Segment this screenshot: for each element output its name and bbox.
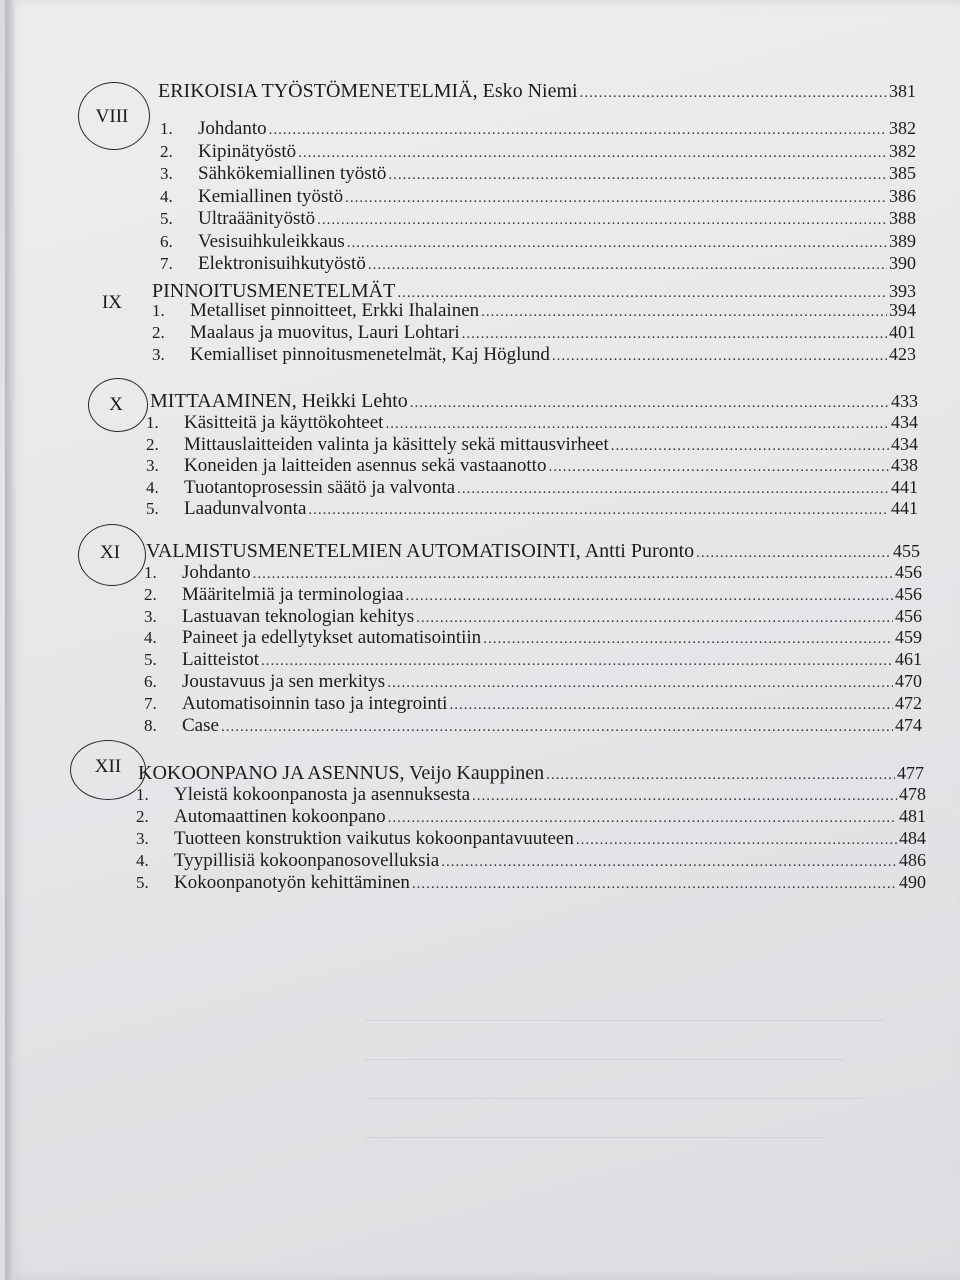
leader-dots <box>269 122 887 139</box>
entry-page: 382 <box>889 118 916 138</box>
leader-dots <box>387 675 893 692</box>
entry-title: Mittauslaitteiden valinta ja käsittely sekä mittausvirheet <box>184 433 609 455</box>
chapter-page: 433 <box>891 391 918 411</box>
entry-title: Kemialliset pinnoitusmenetelmät, Kaj Höglund <box>190 344 550 365</box>
entry-page: 456 <box>895 605 922 626</box>
entry-title: Kipinätyöstö <box>198 140 297 162</box>
entry-title: Case <box>182 714 219 736</box>
entry-page: 461 <box>895 649 922 670</box>
entry-number: 3. <box>144 606 157 626</box>
leader-dots <box>298 145 887 162</box>
entry-page: 388 <box>889 208 916 228</box>
entry-page: 401 <box>889 322 916 342</box>
toc-entry <box>144 627 922 649</box>
toc-entry <box>136 806 926 828</box>
chapter-numeral: XII <box>94 756 122 777</box>
leader-dots <box>481 304 887 321</box>
toc-entry <box>144 649 922 671</box>
toc-entry <box>152 322 916 344</box>
entry-page: 389 <box>889 230 916 251</box>
entry-title: Johdanto <box>198 118 267 139</box>
entry-number: 2. <box>136 807 149 826</box>
entry-title: Lastuavan teknologian kehitys <box>182 605 415 627</box>
page-edge-shadow <box>5 0 15 1280</box>
entry-title: Joustavuus ja sen merkitys <box>182 671 386 692</box>
leader-dots <box>546 767 895 784</box>
toc-entry <box>136 850 926 872</box>
entry-page: 385 <box>889 163 916 183</box>
entry-number: 1. <box>152 301 165 320</box>
entry-page: 459 <box>895 627 922 648</box>
toc-entry <box>160 163 916 185</box>
entry-number: 6. <box>160 231 173 251</box>
leader-dots <box>580 85 887 102</box>
toc-entry <box>144 715 922 737</box>
entry-page: 441 <box>891 476 918 497</box>
leader-dots <box>611 438 889 455</box>
entry-number: 7. <box>144 693 157 713</box>
toc-entry <box>146 477 918 499</box>
entry-page: 390 <box>889 253 916 273</box>
leader-dots <box>253 566 893 583</box>
entry-number: 2. <box>146 434 159 454</box>
entry-page: 423 <box>889 344 916 364</box>
leader-dots <box>345 190 887 207</box>
toc-entry <box>146 498 918 520</box>
entry-page: 434 <box>891 433 918 454</box>
entry-title: Maalaus ja muovitus, Lauri Lohtari <box>190 322 460 343</box>
toc-entry <box>146 412 918 434</box>
chapter-page: 393 <box>889 281 916 301</box>
leader-dots <box>261 653 893 670</box>
chapter-page: 381 <box>889 81 916 101</box>
leader-dots <box>552 348 887 365</box>
entry-title: Paineet ja edellytykset automatisointiin <box>182 627 482 649</box>
entry-title: Yleistä kokoonpanosta ja asennuksesta <box>174 784 471 805</box>
toc-entry <box>160 231 916 253</box>
leader-dots <box>457 481 889 498</box>
leader-dots <box>347 235 887 252</box>
leader-dots <box>308 502 889 519</box>
toc-entry <box>144 584 922 606</box>
entry-page: 382 <box>889 140 916 161</box>
chapter-numeral: VIII <box>95 106 129 127</box>
entry-page: 456 <box>895 562 922 582</box>
leader-dots <box>472 788 897 805</box>
entry-title: Tyypillisiä kokoonpanosovelluksia <box>174 850 440 871</box>
entry-title: Tuotteen konstruktion vaikutus kokoonpantavuuteen <box>174 828 574 849</box>
leader-dots <box>388 167 887 184</box>
entry-title: Kokoonpanotyön kehittäminen <box>174 872 410 893</box>
chapter-title: PINNOITUSMENETELMÄT <box>152 280 396 302</box>
entry-page: 470 <box>895 671 922 691</box>
entry-number: 2. <box>160 141 173 161</box>
chapter-numeral: IX <box>101 292 123 313</box>
entry-page: 474 <box>895 714 922 735</box>
entry-number: 3. <box>136 829 149 848</box>
chapter-heading <box>158 80 916 103</box>
entry-title: Johdanto <box>182 562 251 583</box>
entry-page: 481 <box>899 806 926 826</box>
chapter-page: 477 <box>897 763 924 783</box>
chapter-heading <box>146 540 920 563</box>
leader-dots <box>221 719 893 736</box>
toc-entry <box>160 186 916 208</box>
leader-dots <box>576 832 897 849</box>
toc-entry <box>144 606 922 628</box>
entry-page: 478 <box>899 784 926 804</box>
entry-page: 441 <box>891 498 918 518</box>
entry-page: 486 <box>899 850 926 870</box>
entry-number: 8. <box>144 715 157 735</box>
toc-entry <box>144 693 922 715</box>
entry-number: 5. <box>160 209 173 228</box>
leader-dots <box>385 416 889 433</box>
leader-dots <box>406 588 893 605</box>
entry-number: 7. <box>160 254 173 273</box>
entry-page: 438 <box>891 455 918 475</box>
chapter-numeral: XI <box>99 542 121 563</box>
chapter-title: VALMISTUSMENETELMIEN AUTOMATISOINTI, Antti Puronto <box>146 540 695 562</box>
toc-entry <box>144 562 922 584</box>
entry-number: 4. <box>146 477 159 497</box>
toc-entry <box>160 141 916 163</box>
leader-dots <box>462 326 887 343</box>
entry-number: 3. <box>146 456 159 475</box>
entry-number: 6. <box>144 672 157 691</box>
entry-number: 1. <box>160 119 173 138</box>
toc-entry <box>160 118 916 140</box>
entry-number: 2. <box>144 584 157 604</box>
entry-title: Koneiden ja laitteiden asennus sekä vastaanotto <box>184 455 547 476</box>
leader-dots <box>441 854 897 871</box>
toc-entry <box>152 344 916 366</box>
entry-number: 5. <box>144 650 157 670</box>
entry-title: Kemiallinen työstö <box>198 185 344 207</box>
entry-page: 386 <box>889 185 916 206</box>
chapter-title: MITTAAMINEN, Heikki Lehto <box>150 390 408 412</box>
leader-dots <box>449 697 893 714</box>
toc-entry <box>152 300 916 322</box>
leader-dots <box>388 810 897 827</box>
entry-page: 490 <box>899 872 926 892</box>
entry-page: 434 <box>891 412 918 432</box>
toc-entry <box>160 253 916 275</box>
entry-number: 4. <box>136 851 149 870</box>
leader-dots <box>416 610 893 627</box>
toc-entry <box>146 434 918 456</box>
entry-number: 2. <box>152 323 165 342</box>
toc-entry <box>136 872 926 894</box>
leader-dots <box>696 545 891 562</box>
entry-number: 1. <box>144 563 157 582</box>
leader-dots <box>368 257 887 274</box>
entry-number: 5. <box>146 499 159 518</box>
entry-number: 3. <box>160 164 173 183</box>
leader-dots <box>412 876 897 893</box>
entry-title: Tuotantoprosessin säätö ja valvonta <box>184 476 456 498</box>
chapter-heading <box>150 390 918 413</box>
chapter-heading <box>138 762 924 785</box>
chapter-title: KOKOONPANO JA ASENNUS, Veijo Kauppinen <box>138 762 545 784</box>
entry-number: 1. <box>136 785 149 804</box>
entry-page: 484 <box>899 828 926 848</box>
entry-title: Automatisoinnin taso ja integrointi <box>182 692 448 714</box>
toc-entry <box>146 455 918 477</box>
entry-title: Sähkökemiallinen työstö <box>198 163 387 184</box>
leader-dots <box>548 459 889 476</box>
toc-entry <box>160 208 916 230</box>
entry-page: 456 <box>895 583 922 604</box>
entry-title: Laitteistot <box>182 649 260 671</box>
leader-dots <box>410 395 889 412</box>
toc-entry <box>144 671 922 693</box>
entry-number: 5. <box>136 873 149 892</box>
chapter-page: 455 <box>893 541 920 561</box>
leader-dots <box>483 631 893 648</box>
chapter-numeral: X <box>109 394 123 415</box>
entry-number: 4. <box>144 628 157 648</box>
chapter-title: ERIKOISIA TYÖSTÖMENETELMIÄ, Esko Niemi <box>158 80 578 102</box>
toc-entry <box>136 784 926 806</box>
entry-title: Määritelmiä ja terminologiaa <box>182 583 404 605</box>
entry-number: 4. <box>160 186 173 206</box>
leader-dots <box>317 212 887 229</box>
entry-title: Ultraäänityöstö <box>198 208 316 229</box>
entry-page: 394 <box>889 300 916 320</box>
entry-number: 3. <box>152 345 165 364</box>
entry-title: Vesisuihkuleikkaus <box>198 230 345 252</box>
entry-page: 472 <box>895 692 922 713</box>
entry-title: Käsitteitä ja käyttökohteet <box>184 412 384 433</box>
toc-entry <box>136 828 926 850</box>
entry-title: Metalliset pinnoitteet, Erkki Ihalainen <box>190 300 480 321</box>
reverse-side-show-through <box>365 1000 925 1240</box>
entry-title: Automaattinen kokoonpano <box>174 806 386 827</box>
entry-title: Laadunvalvonta <box>184 498 307 519</box>
entry-title: Elektronisuihkutyöstö <box>198 253 366 274</box>
entry-number: 1. <box>146 413 159 432</box>
